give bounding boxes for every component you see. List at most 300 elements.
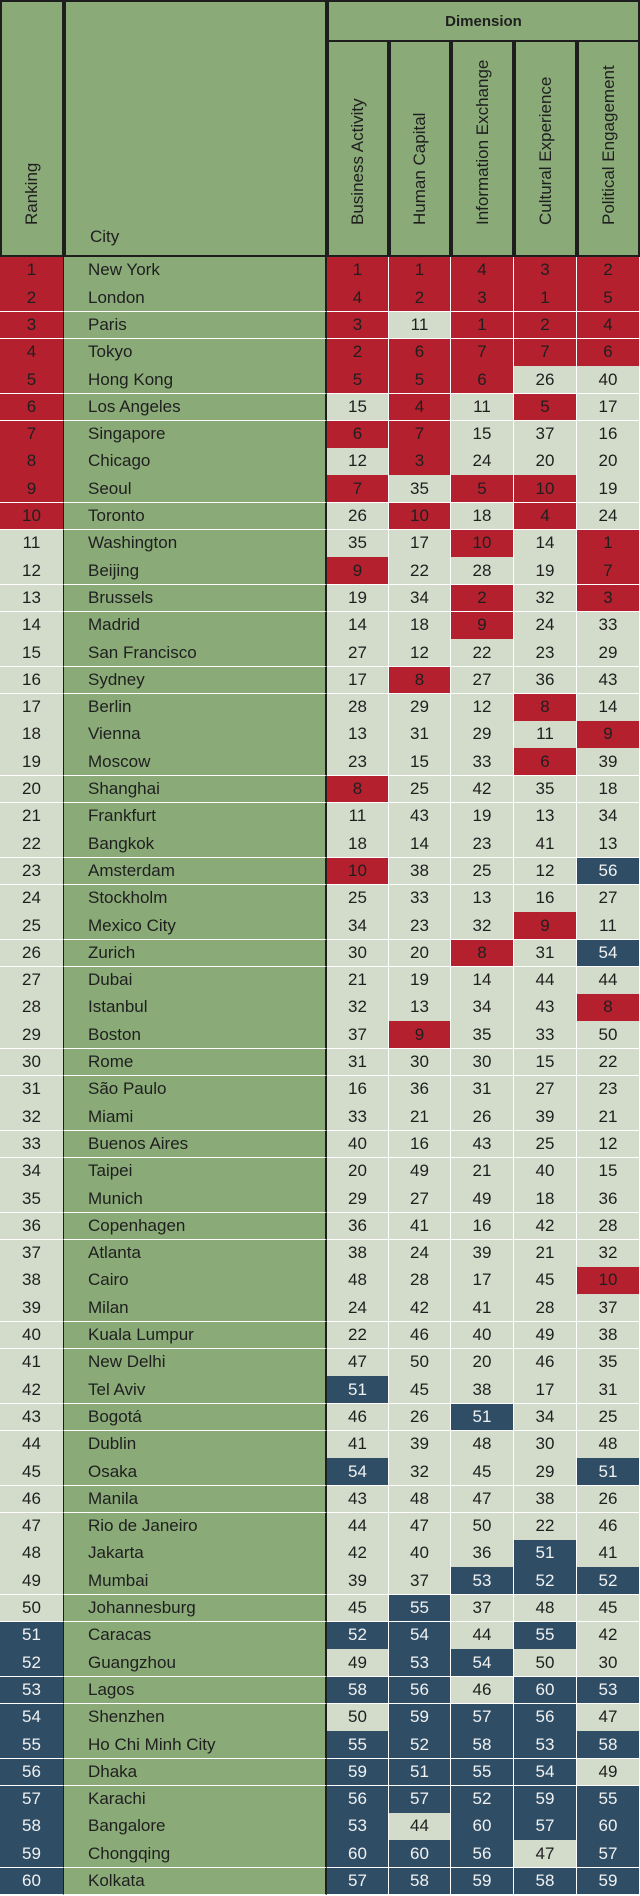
score-cell: 12 [451, 694, 514, 722]
ranking-column-header [0, 0, 64, 257]
score-cell: 45 [577, 1595, 640, 1623]
score-cell: 30 [389, 1049, 451, 1077]
score-cell: 21 [451, 1158, 514, 1186]
score-cell: 12 [327, 448, 389, 476]
score-cell: 17 [514, 1376, 577, 1404]
score-cell: 11 [514, 721, 577, 749]
score-cell: 33 [389, 885, 451, 913]
city-cell: Paris [64, 312, 327, 340]
city-cell: Bogotá [64, 1404, 327, 1432]
score-cell: 59 [514, 1786, 577, 1814]
dimension-header-information-exchange [451, 40, 514, 257]
dimension-label: Business Activity [348, 98, 367, 225]
city-cell: Chongqing [64, 1840, 327, 1868]
score-cell: 29 [514, 1458, 577, 1486]
score-cell: 35 [514, 776, 577, 804]
city-cell: Bangkok [64, 830, 327, 858]
score-cell: 22 [514, 1513, 577, 1541]
rank-cell: 14 [0, 612, 64, 640]
score-cell: 41 [577, 1540, 640, 1568]
rank-cell: 24 [0, 885, 64, 913]
city-cell: Istanbul [64, 994, 327, 1022]
rank-cell: 18 [0, 721, 64, 749]
dimension-header-label: Dimension [445, 13, 522, 30]
score-cell: 19 [451, 803, 514, 831]
score-cell: 46 [389, 1322, 451, 1350]
score-cell: 38 [577, 1322, 640, 1350]
score-cell: 16 [577, 421, 640, 449]
rank-cell: 34 [0, 1158, 64, 1186]
city-cell: Boston [64, 1021, 327, 1049]
score-cell: 22 [389, 557, 451, 585]
score-cell: 23 [451, 830, 514, 858]
score-cell: 44 [451, 1622, 514, 1650]
score-cell: 4 [451, 257, 514, 285]
score-cell: 26 [577, 1486, 640, 1514]
score-cell: 56 [514, 1704, 577, 1732]
city-cell: Copenhagen [64, 1213, 327, 1241]
score-cell: 31 [327, 1049, 389, 1077]
score-cell: 7 [577, 557, 640, 585]
rank-cell: 1 [0, 257, 64, 285]
score-cell: 7 [327, 475, 389, 503]
score-cell: 59 [327, 1759, 389, 1787]
score-cell: 10 [389, 503, 451, 531]
score-cell: 52 [389, 1731, 451, 1759]
city-cell: Rome [64, 1049, 327, 1077]
dimension-header-political-engagement [577, 40, 640, 257]
score-cell: 6 [327, 421, 389, 449]
city-cell: Munich [64, 1185, 327, 1213]
score-cell: 53 [451, 1567, 514, 1595]
score-cell: 17 [327, 667, 389, 695]
rank-cell: 2 [0, 284, 64, 312]
score-cell: 5 [514, 394, 577, 422]
score-cell: 37 [514, 421, 577, 449]
rank-cell: 10 [0, 503, 64, 531]
score-cell: 14 [451, 967, 514, 995]
city-cell: Beijing [64, 557, 327, 585]
score-cell: 3 [577, 585, 640, 613]
score-cell: 31 [389, 721, 451, 749]
score-cell: 5 [327, 366, 389, 394]
score-cell: 55 [577, 1786, 640, 1814]
score-cell: 35 [577, 1349, 640, 1377]
score-cell: 15 [389, 748, 451, 776]
rank-cell: 35 [0, 1185, 64, 1213]
city-cell: Frankfurt [64, 803, 327, 831]
score-cell: 17 [389, 530, 451, 558]
score-cell: 28 [389, 1267, 451, 1295]
rank-cell: 8 [0, 448, 64, 476]
score-cell: 39 [389, 1431, 451, 1459]
score-cell: 2 [327, 339, 389, 367]
score-cell: 36 [451, 1540, 514, 1568]
rank-cell: 59 [0, 1840, 64, 1868]
city-cell: Brussels [64, 585, 327, 613]
dimension-header-business-activity [327, 40, 389, 257]
score-cell: 50 [577, 1021, 640, 1049]
score-cell: 47 [514, 1840, 577, 1868]
score-cell: 15 [577, 1158, 640, 1186]
rank-cell: 27 [0, 967, 64, 995]
score-cell: 18 [514, 1185, 577, 1213]
rank-cell: 47 [0, 1513, 64, 1541]
score-cell: 25 [451, 858, 514, 886]
score-cell: 41 [451, 1294, 514, 1322]
score-cell: 57 [327, 1868, 389, 1896]
score-cell: 40 [327, 1131, 389, 1159]
score-cell: 32 [514, 585, 577, 613]
rank-cell: 26 [0, 940, 64, 968]
rank-cell: 40 [0, 1322, 64, 1350]
score-cell: 53 [389, 1649, 451, 1677]
city-cell: Washington [64, 530, 327, 558]
score-cell: 38 [327, 1240, 389, 1268]
score-cell: 8 [451, 940, 514, 968]
score-cell: 58 [451, 1731, 514, 1759]
city-cell: Berlin [64, 694, 327, 722]
score-cell: 56 [577, 858, 640, 886]
city-cell: Guangzhou [64, 1649, 327, 1677]
score-cell: 9 [451, 612, 514, 640]
score-cell: 3 [451, 284, 514, 312]
score-cell: 5 [577, 284, 640, 312]
city-cell: Singapore [64, 421, 327, 449]
score-cell: 45 [327, 1595, 389, 1623]
score-cell: 24 [451, 448, 514, 476]
score-cell: 20 [451, 1349, 514, 1377]
score-cell: 49 [577, 1759, 640, 1787]
score-cell: 38 [389, 858, 451, 886]
score-cell: 10 [451, 530, 514, 558]
score-cell: 37 [577, 1294, 640, 1322]
rank-cell: 11 [0, 530, 64, 558]
score-cell: 49 [389, 1158, 451, 1186]
score-cell: 13 [514, 803, 577, 831]
rank-cell: 43 [0, 1404, 64, 1432]
score-cell: 51 [327, 1376, 389, 1404]
rank-cell: 56 [0, 1759, 64, 1787]
score-cell: 40 [389, 1540, 451, 1568]
score-cell: 38 [514, 1486, 577, 1514]
score-cell: 8 [514, 694, 577, 722]
score-cell: 37 [451, 1595, 514, 1623]
score-cell: 31 [514, 940, 577, 968]
score-cell: 36 [577, 1185, 640, 1213]
rank-cell: 45 [0, 1458, 64, 1486]
score-cell: 7 [389, 421, 451, 449]
score-cell: 11 [389, 312, 451, 340]
rank-cell: 50 [0, 1595, 64, 1623]
score-cell: 28 [577, 1213, 640, 1241]
score-cell: 27 [451, 667, 514, 695]
score-cell: 17 [577, 394, 640, 422]
score-cell: 37 [389, 1567, 451, 1595]
score-cell: 10 [577, 1267, 640, 1295]
rank-cell: 13 [0, 585, 64, 613]
score-cell: 54 [389, 1622, 451, 1650]
score-cell: 55 [514, 1622, 577, 1650]
score-cell: 46 [327, 1404, 389, 1432]
rank-cell: 42 [0, 1376, 64, 1404]
city-cell: Amsterdam [64, 858, 327, 886]
score-cell: 54 [514, 1759, 577, 1787]
score-cell: 55 [389, 1595, 451, 1623]
score-cell: 35 [327, 530, 389, 558]
score-cell: 44 [577, 967, 640, 995]
score-cell: 26 [451, 1103, 514, 1131]
score-cell: 4 [389, 394, 451, 422]
dimension-header-human-capital [389, 40, 451, 257]
city-cell: Lagos [64, 1677, 327, 1705]
score-cell: 4 [577, 312, 640, 340]
score-cell: 52 [577, 1567, 640, 1595]
score-cell: 41 [389, 1213, 451, 1241]
score-cell: 48 [577, 1431, 640, 1459]
city-cell: Los Angeles [64, 394, 327, 422]
city-cell: Johannesburg [64, 1595, 327, 1623]
city-cell: Jakarta [64, 1540, 327, 1568]
score-cell: 7 [514, 339, 577, 367]
score-cell: 42 [514, 1213, 577, 1241]
dimension-label: Information Exchange [472, 59, 492, 225]
score-cell: 27 [327, 639, 389, 667]
score-cell: 44 [327, 1513, 389, 1541]
score-cell: 19 [577, 475, 640, 503]
score-cell: 1 [577, 530, 640, 558]
score-cell: 52 [327, 1622, 389, 1650]
city-cell: Manila [64, 1486, 327, 1514]
rank-cell: 30 [0, 1049, 64, 1077]
score-cell: 3 [389, 448, 451, 476]
city-cell: Rio de Janeiro [64, 1513, 327, 1541]
score-cell: 50 [327, 1704, 389, 1732]
rank-cell: 52 [0, 1649, 64, 1677]
rank-cell: 33 [0, 1131, 64, 1159]
dimension-label: Political Engagement [598, 65, 618, 225]
city-cell: Sydney [64, 667, 327, 695]
score-cell: 30 [514, 1431, 577, 1459]
score-cell: 42 [577, 1622, 640, 1650]
score-cell: 25 [389, 776, 451, 804]
dimension-label: Cultural Experience [535, 76, 555, 225]
score-cell: 24 [327, 1294, 389, 1322]
score-cell: 60 [327, 1840, 389, 1868]
score-cell: 16 [327, 1076, 389, 1104]
score-cell: 60 [577, 1813, 640, 1841]
score-cell: 1 [327, 257, 389, 285]
score-cell: 29 [389, 694, 451, 722]
score-cell: 27 [514, 1076, 577, 1104]
score-cell: 59 [451, 1868, 514, 1896]
score-cell: 58 [577, 1731, 640, 1759]
city-cell: Shenzhen [64, 1704, 327, 1732]
score-cell: 45 [514, 1267, 577, 1295]
score-cell: 18 [577, 776, 640, 804]
rank-cell: 5 [0, 366, 64, 394]
score-cell: 49 [514, 1322, 577, 1350]
rank-cell: 17 [0, 694, 64, 722]
score-cell: 19 [389, 967, 451, 995]
score-cell: 33 [514, 1021, 577, 1049]
city-cell: New Delhi [64, 1349, 327, 1377]
rank-cell: 54 [0, 1704, 64, 1732]
score-cell: 36 [389, 1076, 451, 1104]
score-cell: 1 [389, 257, 451, 285]
city-cell: Seoul [64, 475, 327, 503]
score-cell: 34 [514, 1404, 577, 1432]
score-cell: 26 [514, 366, 577, 394]
city-cell: Moscow [64, 748, 327, 776]
rank-cell: 21 [0, 803, 64, 831]
score-cell: 26 [389, 1404, 451, 1432]
city-cell: Tokyo [64, 339, 327, 367]
score-cell: 5 [451, 475, 514, 503]
city-cell: Cairo [64, 1267, 327, 1295]
score-cell: 41 [327, 1431, 389, 1459]
score-cell: 29 [327, 1185, 389, 1213]
score-cell: 46 [577, 1513, 640, 1541]
city-cell: Dubai [64, 967, 327, 995]
score-cell: 51 [451, 1404, 514, 1432]
score-cell: 9 [327, 557, 389, 585]
score-cell: 32 [389, 1458, 451, 1486]
city-cell: Vienna [64, 721, 327, 749]
score-cell: 56 [389, 1677, 451, 1705]
rank-cell: 7 [0, 421, 64, 449]
score-cell: 1 [514, 284, 577, 312]
score-cell: 6 [451, 366, 514, 394]
score-cell: 60 [389, 1840, 451, 1868]
score-cell: 43 [389, 803, 451, 831]
score-cell: 37 [327, 1021, 389, 1049]
city-cell: Toronto [64, 503, 327, 531]
city-cell: Zurich [64, 940, 327, 968]
rank-cell: 15 [0, 639, 64, 667]
score-cell: 34 [389, 585, 451, 613]
city-cell: Osaka [64, 1458, 327, 1486]
score-cell: 18 [327, 830, 389, 858]
score-cell: 42 [327, 1540, 389, 1568]
score-cell: 12 [577, 1131, 640, 1159]
score-cell: 35 [451, 1021, 514, 1049]
score-cell: 47 [577, 1704, 640, 1732]
score-cell: 54 [327, 1458, 389, 1486]
score-cell: 28 [451, 557, 514, 585]
score-cell: 2 [577, 257, 640, 285]
score-cell: 14 [327, 612, 389, 640]
score-cell: 8 [327, 776, 389, 804]
score-cell: 33 [451, 748, 514, 776]
city-cell: Buenos Aires [64, 1131, 327, 1159]
score-cell: 51 [514, 1540, 577, 1568]
score-cell: 3 [514, 257, 577, 285]
score-cell: 12 [389, 639, 451, 667]
city-cell: Dhaka [64, 1759, 327, 1787]
score-cell: 14 [577, 694, 640, 722]
score-cell: 32 [327, 994, 389, 1022]
rank-cell: 51 [0, 1622, 64, 1650]
score-cell: 55 [451, 1759, 514, 1787]
score-cell: 30 [451, 1049, 514, 1077]
score-cell: 11 [577, 912, 640, 940]
rank-cell: 60 [0, 1868, 64, 1896]
score-cell: 6 [577, 339, 640, 367]
score-cell: 32 [451, 912, 514, 940]
score-cell: 59 [389, 1704, 451, 1732]
rank-cell: 32 [0, 1103, 64, 1131]
score-cell: 21 [389, 1103, 451, 1131]
score-cell: 36 [327, 1213, 389, 1241]
score-cell: 57 [451, 1704, 514, 1732]
score-cell: 13 [389, 994, 451, 1022]
score-cell: 20 [514, 448, 577, 476]
score-cell: 47 [389, 1513, 451, 1541]
score-cell: 55 [327, 1731, 389, 1759]
score-cell: 57 [514, 1813, 577, 1841]
city-cell: Hong Kong [64, 366, 327, 394]
score-cell: 9 [577, 721, 640, 749]
score-cell: 28 [327, 694, 389, 722]
score-cell: 42 [451, 776, 514, 804]
score-cell: 50 [451, 1513, 514, 1541]
score-cell: 6 [514, 748, 577, 776]
city-cell: Milan [64, 1294, 327, 1322]
score-cell: 42 [389, 1294, 451, 1322]
score-cell: 12 [514, 858, 577, 886]
score-cell: 14 [389, 830, 451, 858]
score-cell: 16 [451, 1213, 514, 1241]
score-cell: 24 [389, 1240, 451, 1268]
score-cell: 22 [451, 639, 514, 667]
score-cell: 13 [577, 830, 640, 858]
score-cell: 33 [327, 1103, 389, 1131]
score-cell: 43 [577, 667, 640, 695]
city-cell: London [64, 284, 327, 312]
score-cell: 44 [389, 1813, 451, 1841]
score-cell: 38 [451, 1376, 514, 1404]
score-cell: 30 [577, 1649, 640, 1677]
rank-cell: 39 [0, 1294, 64, 1322]
score-cell: 57 [389, 1786, 451, 1814]
score-cell: 50 [389, 1349, 451, 1377]
score-cell: 43 [327, 1486, 389, 1514]
score-cell: 52 [451, 1786, 514, 1814]
score-cell: 44 [514, 967, 577, 995]
score-cell: 39 [514, 1103, 577, 1131]
rank-cell: 55 [0, 1731, 64, 1759]
score-cell: 46 [451, 1677, 514, 1705]
score-cell: 56 [451, 1840, 514, 1868]
score-cell: 24 [514, 612, 577, 640]
rank-cell: 19 [0, 748, 64, 776]
score-cell: 25 [577, 1404, 640, 1432]
rank-cell: 9 [0, 475, 64, 503]
rank-cell: 6 [0, 394, 64, 422]
rank-cell: 20 [0, 776, 64, 804]
score-cell: 4 [514, 503, 577, 531]
score-cell: 21 [514, 1240, 577, 1268]
score-cell: 50 [514, 1649, 577, 1677]
rank-cell: 37 [0, 1240, 64, 1268]
score-cell: 13 [451, 885, 514, 913]
city-header-label: City [90, 227, 120, 246]
score-cell: 60 [451, 1813, 514, 1841]
rank-cell: 29 [0, 1021, 64, 1049]
score-cell: 10 [514, 475, 577, 503]
city-column-header [64, 0, 327, 257]
